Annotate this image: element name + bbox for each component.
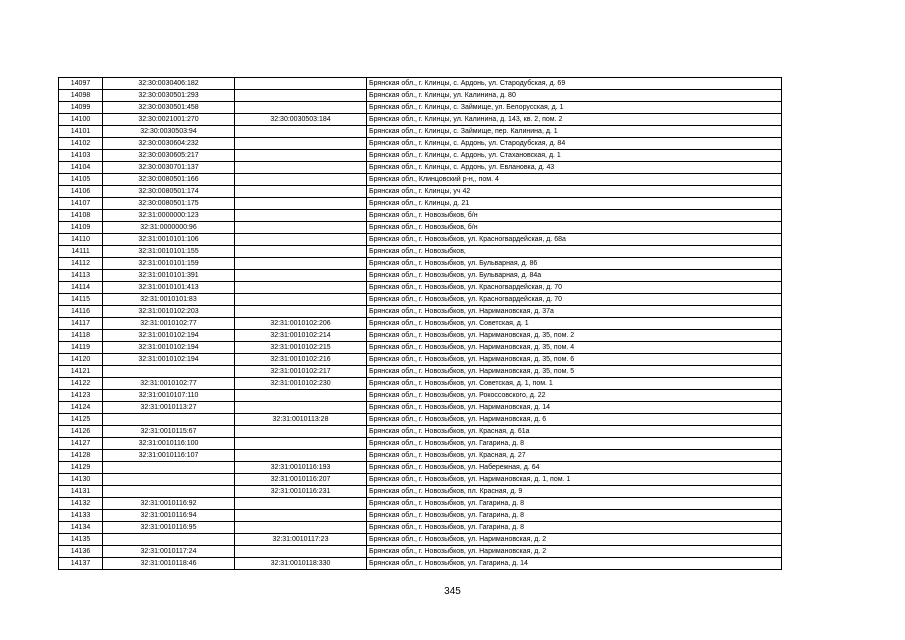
table-row — [59, 318, 782, 330]
address-cell: Брянская обл., г. Новозыбков, ул. Красная, д. 27 — [367, 450, 782, 462]
address-cell: Брянская обл., г. Клинцы, с. Займище, пер. Калинина, д. 1 — [367, 126, 782, 138]
row-number-cell: 14120 — [59, 354, 103, 366]
table-row — [59, 426, 782, 438]
cadastral-number-cell: 32:31:0010102:194 — [103, 342, 235, 354]
related-cadastral-number-cell — [235, 402, 367, 414]
table-row — [59, 306, 782, 318]
table-row — [59, 138, 782, 150]
address-cell: Брянская обл., г. Новозыбков, ул. Бульварная, д. 86 — [367, 258, 782, 270]
row-number-cell: 14097 — [59, 78, 103, 90]
table-row — [59, 402, 782, 414]
address-cell: Брянская обл., г. Новозыбков, ул. Наримановская, д. 6 — [367, 414, 782, 426]
row-number-cell: 14111 — [59, 246, 103, 258]
cadastral-number-cell: 32:31:0010101:106 — [103, 234, 235, 246]
address-cell: Брянская обл., г. Клинцы, ул. Калинина, д. 80 — [367, 90, 782, 102]
address-cell: Брянская обл., г. Новозыбков, ул. Гагарина, д. 14 — [367, 558, 782, 570]
related-cadastral-number-cell — [235, 126, 367, 138]
cadastral-number-cell — [103, 534, 235, 546]
table-row — [59, 330, 782, 342]
cadastral-number-cell: 32:31:0000000:123 — [103, 210, 235, 222]
address-cell: Брянская обл., г. Новозыбков, — [367, 246, 782, 258]
table-row — [59, 522, 782, 534]
related-cadastral-number-cell — [235, 210, 367, 222]
row-number-cell: 14122 — [59, 378, 103, 390]
row-number-cell: 14136 — [59, 546, 103, 558]
cadastral-number-cell: 32:31:0010116:95 — [103, 522, 235, 534]
related-cadastral-number-cell — [235, 282, 367, 294]
cadastral-number-cell: 32:30:0021001:270 — [103, 114, 235, 126]
cadastral-number-cell: 32:31:0010101:413 — [103, 282, 235, 294]
cadastral-number-cell: 32:30:0030701:137 — [103, 162, 235, 174]
row-number-cell: 14102 — [59, 138, 103, 150]
table-row — [59, 534, 782, 546]
address-cell: Брянская обл., г. Клинцы, с. Ардонь, ул. Стародубская, д. 84 — [367, 138, 782, 150]
cadastral-number-cell: 32:31:0000000:96 — [103, 222, 235, 234]
related-cadastral-number-cell — [235, 90, 367, 102]
related-cadastral-number-cell: 32:31:0010102:214 — [235, 330, 367, 342]
row-number-cell: 14117 — [59, 318, 103, 330]
related-cadastral-number-cell — [235, 138, 367, 150]
related-cadastral-number-cell: 32:31:0010116:207 — [235, 474, 367, 486]
cadastral-number-cell — [103, 462, 235, 474]
table-row — [59, 90, 782, 102]
cadastral-number-cell: 32:30:0080501:175 — [103, 198, 235, 210]
address-cell: Брянская обл., г. Новозыбков, ул. Красногвардейская, д. 70 — [367, 282, 782, 294]
cadastral-number-cell: 32:30:0030406:182 — [103, 78, 235, 90]
table-row — [59, 114, 782, 126]
related-cadastral-number-cell: 32:31:0010116:193 — [235, 462, 367, 474]
row-number-cell: 14129 — [59, 462, 103, 474]
table-row — [59, 246, 782, 258]
related-cadastral-number-cell: 32:31:0010113:28 — [235, 414, 367, 426]
cadastral-number-cell: 32:30:0030503:94 — [103, 126, 235, 138]
related-cadastral-number-cell — [235, 198, 367, 210]
related-cadastral-number-cell — [235, 102, 367, 114]
related-cadastral-number-cell — [235, 294, 367, 306]
row-number-cell: 14134 — [59, 522, 103, 534]
related-cadastral-number-cell — [235, 450, 367, 462]
address-cell: Брянская обл., Клинцовский р-н,, пом. 4 — [367, 174, 782, 186]
address-cell: Брянская обл., г. Новозыбков, ул. Наримановская, д. 2 — [367, 546, 782, 558]
cadastral-number-cell — [103, 414, 235, 426]
registry-table-body — [59, 78, 782, 570]
related-cadastral-number-cell: 32:31:0010102:230 — [235, 378, 367, 390]
table-row — [59, 210, 782, 222]
address-cell: Брянская обл., г. Клинцы, с. Займище, ул. Белорусская, д. 1 — [367, 102, 782, 114]
table-row — [59, 342, 782, 354]
table-row — [59, 366, 782, 378]
related-cadastral-number-cell: 32:31:0010102:217 — [235, 366, 367, 378]
row-number-cell: 14109 — [59, 222, 103, 234]
related-cadastral-number-cell: 32:31:0010116:231 — [235, 486, 367, 498]
page-number: 345 — [444, 586, 461, 597]
address-cell: Брянская обл., г. Новозыбков, ул. Наримановская, д. 2 — [367, 534, 782, 546]
address-cell: Брянская обл., г. Новозыбков, ул. Наримановская, д. 35, пом. 5 — [367, 366, 782, 378]
table-row — [59, 498, 782, 510]
cadastral-number-cell: 32:30:0030604:232 — [103, 138, 235, 150]
related-cadastral-number-cell: 32:31:0010102:215 — [235, 342, 367, 354]
related-cadastral-number-cell: 32:31:0010117:23 — [235, 534, 367, 546]
cadastral-number-cell: 32:30:0080501:166 — [103, 174, 235, 186]
cadastral-number-cell — [103, 486, 235, 498]
related-cadastral-number-cell — [235, 426, 367, 438]
cadastral-number-cell: 32:31:0010117:24 — [103, 546, 235, 558]
address-cell: Брянская обл., г. Клинцы, д. 21 — [367, 198, 782, 210]
table-row — [59, 270, 782, 282]
address-cell: Брянская обл., г. Клинцы, с. Ардонь, ул. Стародубская, д. 69 — [367, 78, 782, 90]
row-number-cell: 14106 — [59, 186, 103, 198]
table-row — [59, 546, 782, 558]
related-cadastral-number-cell — [235, 162, 367, 174]
row-number-cell: 14116 — [59, 306, 103, 318]
row-number-cell: 14125 — [59, 414, 103, 426]
table-row — [59, 438, 782, 450]
related-cadastral-number-cell: 32:30:0030503:184 — [235, 114, 367, 126]
address-cell: Брянская обл., г. Новозыбков, ул. Советская, д. 1, пом. 1 — [367, 378, 782, 390]
cadastral-number-cell: 32:31:0010113:27 — [103, 402, 235, 414]
cadastral-number-cell: 32:31:0010101:391 — [103, 270, 235, 282]
cadastral-number-cell: 32:31:0010118:46 — [103, 558, 235, 570]
table-row — [59, 222, 782, 234]
address-cell: Брянская обл., г. Новозыбков, ул. Советская, д. 1 — [367, 318, 782, 330]
cadastral-number-cell — [103, 474, 235, 486]
cadastral-number-cell: 32:31:0010116:107 — [103, 450, 235, 462]
row-number-cell: 14132 — [59, 498, 103, 510]
table-row — [59, 294, 782, 306]
cadastral-number-cell: 32:31:0010102:194 — [103, 330, 235, 342]
table-row — [59, 198, 782, 210]
row-number-cell: 14107 — [59, 198, 103, 210]
table-row — [59, 102, 782, 114]
table-row — [59, 474, 782, 486]
related-cadastral-number-cell — [235, 270, 367, 282]
cadastral-number-cell: 32:30:0030501:293 — [103, 90, 235, 102]
related-cadastral-number-cell — [235, 438, 367, 450]
related-cadastral-number-cell — [235, 306, 367, 318]
table-row — [59, 174, 782, 186]
cadastral-number-cell: 32:31:0010101:155 — [103, 246, 235, 258]
table-row — [59, 126, 782, 138]
row-number-cell: 14124 — [59, 402, 103, 414]
table-row — [59, 450, 782, 462]
address-cell: Брянская обл., г. Новозыбков, ул. Наримановская, д. 35, пом. 4 — [367, 342, 782, 354]
address-cell: Брянская обл., г. Клинцы, с. Ардонь, ул. Стахановская, д. 1 — [367, 150, 782, 162]
address-cell: Брянская обл., г. Новозыбков, ул. Наримановская, д. 14 — [367, 402, 782, 414]
address-cell: Брянская обл., г. Новозыбков, ул. Гагарина, д. 8 — [367, 510, 782, 522]
table-row — [59, 282, 782, 294]
cadastral-number-cell: 32:31:0010116:100 — [103, 438, 235, 450]
address-cell: Брянская обл., г. Новозыбков, ул. Набережная, д. 64 — [367, 462, 782, 474]
related-cadastral-number-cell — [235, 510, 367, 522]
table-row — [59, 390, 782, 402]
related-cadastral-number-cell: 32:31:0010102:216 — [235, 354, 367, 366]
cadastral-number-cell: 32:31:0010102:203 — [103, 306, 235, 318]
address-cell: Брянская обл., г. Новозыбков, ул. Гагарина, д. 8 — [367, 498, 782, 510]
cadastral-number-cell: 32:31:0010101:159 — [103, 258, 235, 270]
row-number-cell: 14131 — [59, 486, 103, 498]
row-number-cell: 14104 — [59, 162, 103, 174]
row-number-cell: 14133 — [59, 510, 103, 522]
related-cadastral-number-cell — [235, 174, 367, 186]
row-number-cell: 14112 — [59, 258, 103, 270]
table-row — [59, 510, 782, 522]
address-cell: Брянская обл., г. Новозыбков, пл. Красная, д. 9 — [367, 486, 782, 498]
cadastral-number-cell: 32:31:0010102:194 — [103, 354, 235, 366]
cadastral-number-cell: 32:31:0010102:77 — [103, 318, 235, 330]
cadastral-number-cell — [103, 366, 235, 378]
cadastral-number-cell: 32:30:0030605:217 — [103, 150, 235, 162]
row-number-cell: 14115 — [59, 294, 103, 306]
address-cell: Брянская обл., г. Новозыбков, ул. Бульварная, д. 84а — [367, 270, 782, 282]
row-number-cell: 14123 — [59, 390, 103, 402]
related-cadastral-number-cell — [235, 246, 367, 258]
address-cell: Брянская обл., г. Новозыбков, ул. Наримановская, д. 35, пом. 2 — [367, 330, 782, 342]
address-cell: Брянская обл., г. Новозыбков, ул. Гагарина, д. 8 — [367, 438, 782, 450]
cadastral-number-cell: 32:30:0030501:458 — [103, 102, 235, 114]
related-cadastral-number-cell — [235, 390, 367, 402]
related-cadastral-number-cell — [235, 498, 367, 510]
row-number-cell: 14135 — [59, 534, 103, 546]
cadastral-number-cell: 32:31:0010102:77 — [103, 378, 235, 390]
cadastral-number-cell: 32:31:0010115:67 — [103, 426, 235, 438]
cadastral-number-cell: 32:31:0010107:110 — [103, 390, 235, 402]
row-number-cell: 14100 — [59, 114, 103, 126]
address-cell: Брянская обл., г. Новозыбков, ул. Красная, д. 61а — [367, 426, 782, 438]
row-number-cell: 14128 — [59, 450, 103, 462]
address-cell: Брянская обл., г. Новозыбков, б/н — [367, 222, 782, 234]
row-number-cell: 14108 — [59, 210, 103, 222]
address-cell: Брянская обл., г. Клинцы, с. Ардонь, ул. Евлановка, д. 43 — [367, 162, 782, 174]
table-row — [59, 162, 782, 174]
row-number-cell: 14119 — [59, 342, 103, 354]
row-number-cell: 14121 — [59, 366, 103, 378]
related-cadastral-number-cell: 32:31:0010118:330 — [235, 558, 367, 570]
table-row — [59, 486, 782, 498]
address-cell: Брянская обл., г. Новозыбков, б/н — [367, 210, 782, 222]
address-cell: Брянская обл., г. Новозыбков, ул. Наримановская, д. 1, пом. 1 — [367, 474, 782, 486]
table-row — [59, 462, 782, 474]
table-row — [59, 558, 782, 570]
table-row — [59, 354, 782, 366]
row-number-cell: 14114 — [59, 282, 103, 294]
address-cell: Брянская обл., г. Новозыбков, ул. Гагарина, д. 8 — [367, 522, 782, 534]
table-row — [59, 150, 782, 162]
table-row — [59, 78, 782, 90]
cadastral-number-cell: 32:31:0010116:92 — [103, 498, 235, 510]
address-cell: Брянская обл., г. Новозыбков, ул. Рокоссовского, д. 22 — [367, 390, 782, 402]
address-cell: Брянская обл., г. Новозыбков, ул. Наримановская, д. 37а — [367, 306, 782, 318]
row-number-cell: 14130 — [59, 474, 103, 486]
row-number-cell: 14101 — [59, 126, 103, 138]
row-number-cell: 14103 — [59, 150, 103, 162]
row-number-cell: 14127 — [59, 438, 103, 450]
address-cell: Брянская обл., г. Новозыбков, ул. Красногвардейская, д. 68а — [367, 234, 782, 246]
related-cadastral-number-cell — [235, 222, 367, 234]
row-number-cell: 14110 — [59, 234, 103, 246]
cadastral-number-cell: 32:31:0010116:94 — [103, 510, 235, 522]
related-cadastral-number-cell — [235, 234, 367, 246]
table-row — [59, 186, 782, 198]
related-cadastral-number-cell — [235, 546, 367, 558]
related-cadastral-number-cell: 32:31:0010102:206 — [235, 318, 367, 330]
address-cell: Брянская обл., г. Клинцы, ул. Калинина, д. 143, кв. 2, пом. 2 — [367, 114, 782, 126]
related-cadastral-number-cell — [235, 186, 367, 198]
address-cell: Брянская обл., г. Клинцы, уч 42 — [367, 186, 782, 198]
registry-table — [58, 77, 782, 570]
table-row — [59, 414, 782, 426]
cadastral-number-cell: 32:31:0010101:83 — [103, 294, 235, 306]
related-cadastral-number-cell — [235, 522, 367, 534]
cadastral-number-cell: 32:30:0080501:174 — [103, 186, 235, 198]
address-cell: Брянская обл., г. Новозыбков, ул. Красногвардейская, д. 70 — [367, 294, 782, 306]
address-cell: Брянская обл., г. Новозыбков, ул. Наримановская, д. 35, пом. 6 — [367, 354, 782, 366]
row-number-cell: 14099 — [59, 102, 103, 114]
row-number-cell: 14105 — [59, 174, 103, 186]
table-row — [59, 378, 782, 390]
table-row — [59, 258, 782, 270]
related-cadastral-number-cell — [235, 78, 367, 90]
row-number-cell: 14098 — [59, 90, 103, 102]
related-cadastral-number-cell — [235, 150, 367, 162]
row-number-cell: 14118 — [59, 330, 103, 342]
related-cadastral-number-cell — [235, 258, 367, 270]
row-number-cell: 14137 — [59, 558, 103, 570]
row-number-cell: 14113 — [59, 270, 103, 282]
table-row — [59, 234, 782, 246]
row-number-cell: 14126 — [59, 426, 103, 438]
